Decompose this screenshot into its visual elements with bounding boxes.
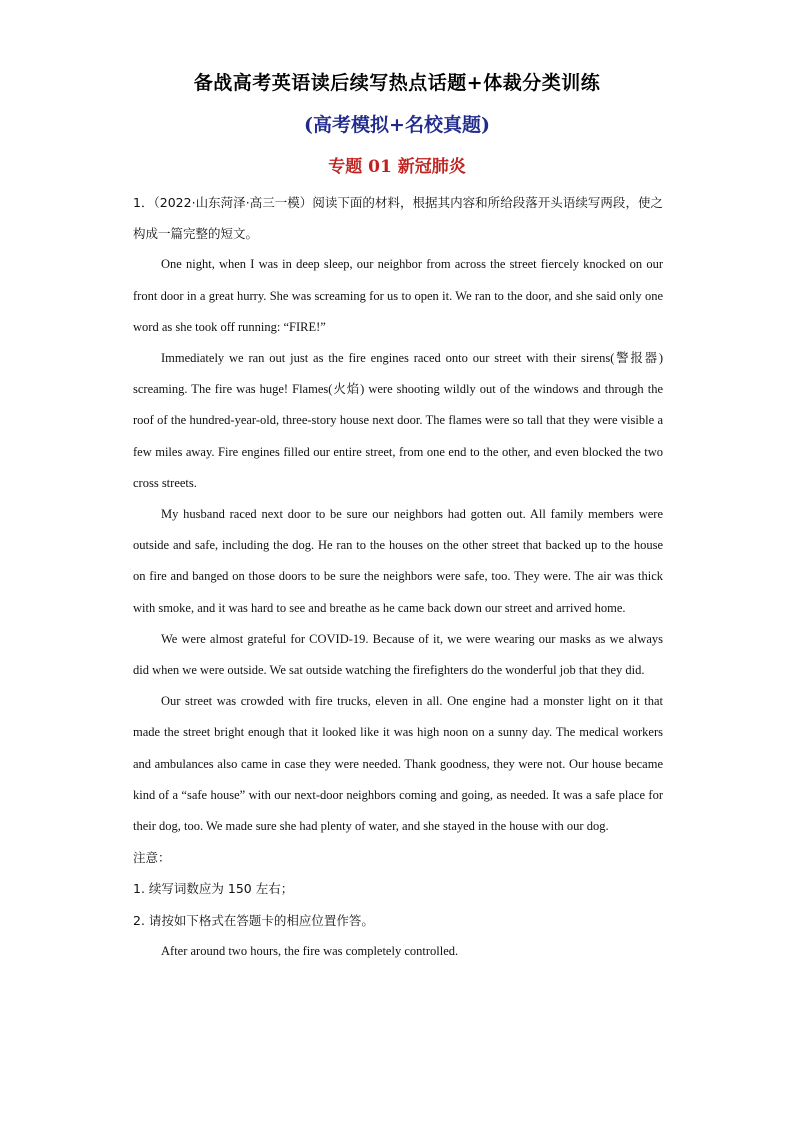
story-paragraph-3: My husband raced next door to be sure our neighbors had gotten out. All family members were outside and safe, including the dog. He ran to the houses on the other street that backed up to the house on fire and banged on those doors to be sure the neighbors were safe, too. They were. The air was thick with smoke, and it was hard to see and breathe as he came back down our street and arrived home. <box>133 507 663 615</box>
question-intro: 1．（2022·山东菏泽·高三一模）阅读下面的材料，根据其内容和所给段落开头语续写两段，使之构成一篇完整的短文。 <box>133 195 663 242</box>
continuation-starter: After around two hours, the fire was completely controlled. <box>161 943 459 958</box>
document-subtitle: (高考模拟+名校真题) <box>304 114 490 136</box>
story-paragraph-4: We were almost grateful for COVID-19. Because of it, we were wearing our masks as we always did when we were outside. We sat outside watching the firefighters do the wonderful job that they did. <box>133 631 663 678</box>
question-content <box>133 187 663 967</box>
note-item-2: 2. 请按如下格式在答题卡的相应位置作答。 <box>133 912 374 928</box>
note-item-1: 1. 续写词数应为 150 左右； <box>133 881 294 897</box>
story-paragraph-2: Immediately we ran out just as the fire engines raced onto our street with their sirens(警报器) screaming. The fire was huge! Flames(火焰) were shooting wildly out of the windows and through the roof of the hundred-year-old, three-story house next door. The flames were so tall that they were visible a few miles away. Fire engines filled our entire street, from one end to the other, and even blocked the two cross streets. <box>133 351 663 490</box>
story-paragraph-5: Our street was crowded with fire trucks, eleven in all. One engine had a monster light on it that made the street bright enough that it looked like it was high noon on a sunny day. The medical workers and ambulances also came in case they were needed. Thank goodness, they were not. Our house became kind of a “safe house” with our next-door neighbors coming and going, as needed. It was a safe place for their dog, too. We made sure she had plenty of water, and she stayed in the house with our dog. <box>133 694 663 834</box>
notes-label: 注意： <box>133 850 171 866</box>
document-title: 备战高考英语读后续写热点话题+体裁分类训练 <box>193 72 601 94</box>
story-paragraph-1: One night, when I was in deep sleep, our neighbor from across the street fiercely knocked on our front door in a great hurry. She was screaming for us to open it. We ran to the door, and she said only one word as she took off running: “FIRE!” <box>133 257 663 334</box>
topic-heading: 专题 01 新冠肺炎 <box>328 157 466 177</box>
